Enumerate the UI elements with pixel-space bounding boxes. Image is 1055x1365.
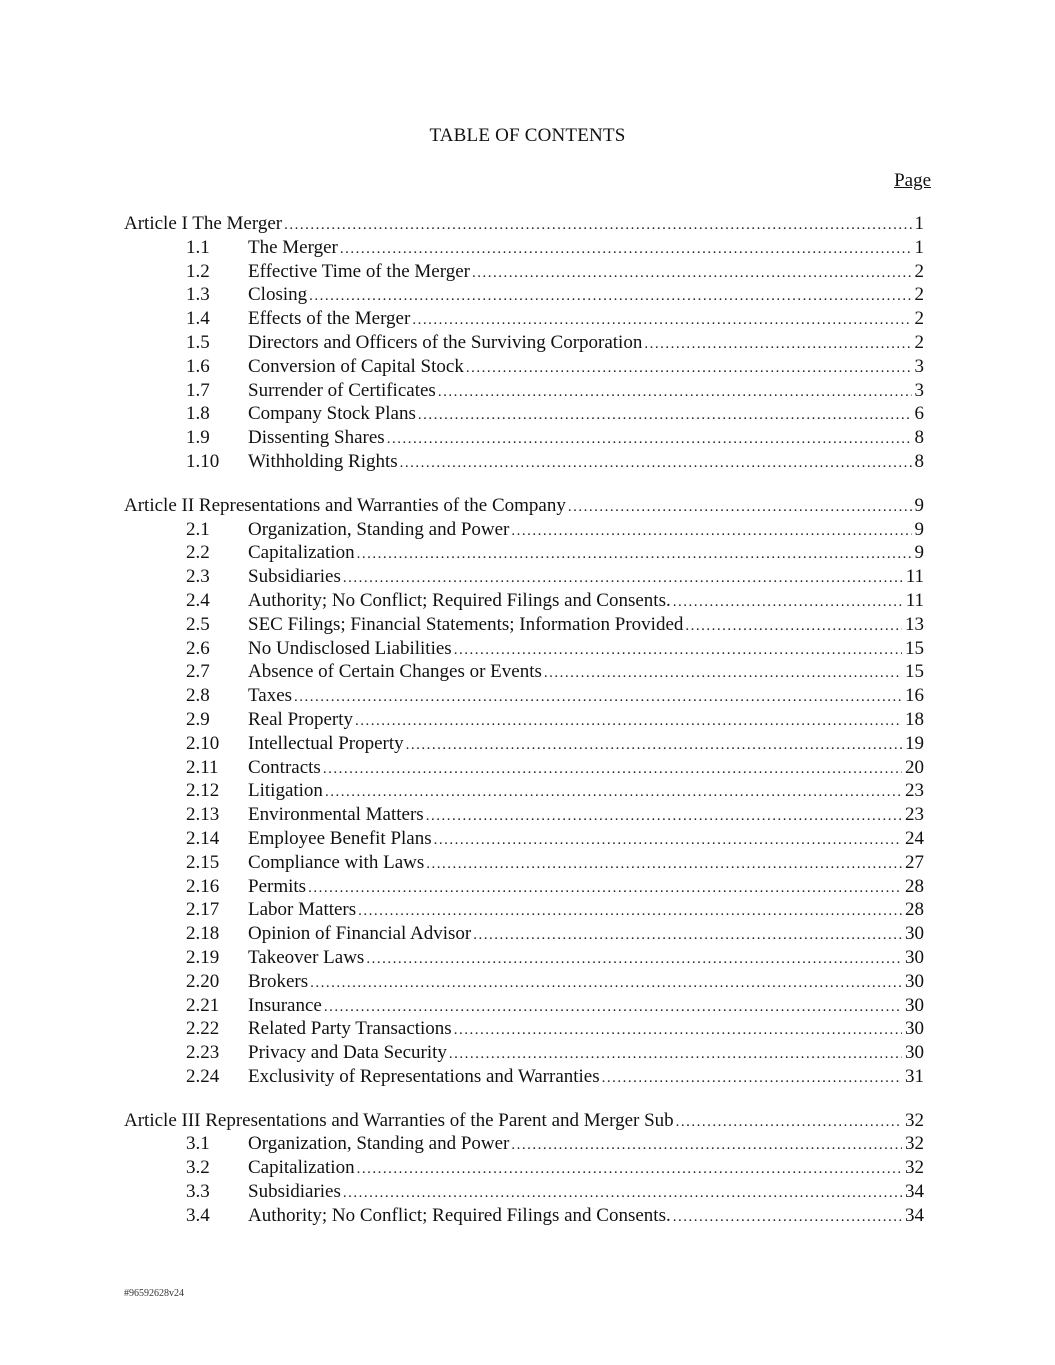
section-number: 1.4 [186, 308, 210, 330]
dot-leader [438, 381, 912, 405]
section-title: Employee Benefit Plans [248, 827, 432, 849]
document-id-footer: #96592628v24 [124, 1288, 184, 1299]
dot-leader [454, 1019, 902, 1043]
section-title: Real Property [248, 708, 354, 730]
section-title: Litigation [248, 780, 323, 802]
dot-leader [310, 972, 902, 996]
dot-leader [308, 877, 902, 901]
dot-leader [309, 285, 911, 309]
section-number: 1.7 [186, 379, 210, 401]
page-number: 19 [905, 732, 924, 754]
toc-section-entry[interactable] [124, 1065, 924, 1089]
page-number: 30 [905, 994, 924, 1016]
dot-leader [324, 996, 902, 1020]
toc-section-entry[interactable] [124, 613, 924, 637]
section-title: Brokers [248, 970, 309, 992]
section-title: Company Stock Plans [248, 403, 416, 425]
section-title: Compliance with Laws [248, 851, 425, 873]
page-number: 28 [905, 899, 924, 921]
section-title: Insurance [248, 994, 322, 1016]
toc-section-entry[interactable] [124, 732, 924, 756]
toc-section-entry[interactable] [124, 541, 924, 565]
section-number: 1.1 [186, 236, 210, 258]
page-number: 23 [905, 804, 924, 826]
dot-leader [544, 662, 902, 686]
toc-section-entry[interactable] [124, 355, 924, 379]
section-title: Subsidiaries [248, 1181, 341, 1203]
section-number: 2.24 [186, 1065, 220, 1087]
dot-leader [343, 567, 903, 591]
page-number: 32 [905, 1157, 924, 1179]
toc-section-entry[interactable] [124, 779, 924, 803]
page-number: 2 [914, 308, 924, 330]
toc-section-entry[interactable] [124, 450, 924, 474]
dot-leader [673, 591, 903, 615]
section-number: 2.6 [186, 637, 210, 659]
section-number: 2.16 [186, 875, 220, 897]
section-title: Takeover Laws [248, 946, 365, 968]
page-number: 34 [905, 1204, 924, 1226]
section-title: Directors and Officers of the Surviving Corporation [248, 331, 643, 353]
toc-section-entry[interactable] [124, 708, 924, 732]
section-number: 2.15 [186, 851, 220, 873]
page-number: 9 [914, 542, 924, 564]
dot-leader [466, 357, 912, 381]
dot-leader [387, 428, 912, 452]
page-number: 15 [905, 661, 924, 683]
page-number: 24 [905, 827, 924, 849]
toc-section-entry[interactable] [124, 307, 924, 331]
section-number: 2.2 [186, 542, 210, 564]
dot-leader [434, 829, 902, 853]
toc-section-entry[interactable] [124, 260, 924, 284]
section-title: Authority; No Conflict; Required Filings and Consents. [248, 589, 671, 611]
section-number: 2.12 [186, 780, 220, 802]
toc-article-block [124, 494, 924, 1089]
section-number: 1.5 [186, 331, 210, 353]
page-number: 30 [905, 946, 924, 968]
section-number: 3.4 [186, 1204, 210, 1226]
section-title: Privacy and Data Security [248, 1042, 447, 1064]
section-number: 2.1 [186, 518, 210, 540]
toc-section-entry[interactable] [124, 402, 924, 426]
toc-article-block [124, 212, 924, 474]
page-number: 28 [905, 875, 924, 897]
section-title: Related Party Transactions [248, 1018, 452, 1040]
section-number: 2.3 [186, 566, 210, 588]
section-number: 2.9 [186, 708, 210, 730]
section-title: Surrender of Certificates [248, 379, 436, 401]
section-number: 2.13 [186, 804, 220, 826]
section-title: Taxes [248, 685, 293, 707]
section-number: 2.7 [186, 661, 210, 683]
dot-leader [284, 214, 911, 238]
toc-section-entry[interactable] [124, 426, 924, 450]
toc-section-entry[interactable] [124, 518, 924, 542]
dot-leader [426, 853, 902, 877]
page-column-header: Page [894, 170, 931, 191]
dot-leader [644, 333, 911, 357]
section-number: 2.22 [186, 1018, 220, 1040]
toc-section-entry[interactable] [124, 1180, 924, 1204]
toc-section-entry[interactable] [124, 970, 924, 994]
section-number: 1.6 [186, 355, 210, 377]
section-title: Effects of the Merger [248, 308, 411, 330]
section-number: 1.3 [186, 284, 210, 306]
section-number: 2.23 [186, 1042, 220, 1064]
toc-section-entry[interactable] [124, 1017, 924, 1041]
page-number: 2 [914, 284, 924, 306]
toc-section-entry[interactable] [124, 756, 924, 780]
toc-article-entry[interactable] [124, 494, 924, 518]
dot-leader [406, 734, 902, 758]
section-title: Organization, Standing and Power [248, 1133, 510, 1155]
toc-section-entry[interactable] [124, 589, 924, 613]
page-number: 32 [905, 1133, 924, 1155]
page-number: 16 [905, 685, 924, 707]
page-number: 1 [914, 236, 924, 258]
page-number: 32 [905, 1109, 924, 1131]
section-title: Exclusivity of Representations and Warranties [248, 1065, 600, 1087]
section-title: Organization, Standing and Power [248, 518, 510, 540]
toc-section-entry[interactable] [124, 851, 924, 875]
section-number: 2.14 [186, 827, 220, 849]
dot-leader [449, 1043, 902, 1067]
section-title: SEC Filings; Financial Statements; Information Provided [248, 613, 684, 635]
section-number: 1.2 [186, 260, 210, 282]
section-number: 2.10 [186, 732, 220, 754]
page-number: 11 [905, 589, 924, 611]
section-title: Environmental Matters [248, 804, 424, 826]
section-number: 2.21 [186, 994, 220, 1016]
section-number: 1.8 [186, 403, 210, 425]
page-number: 11 [905, 566, 924, 588]
section-title: Permits [248, 875, 307, 897]
dot-leader [454, 639, 902, 663]
toc-section-entry[interactable] [124, 684, 924, 708]
section-title: Subsidiaries [248, 566, 341, 588]
section-title: Conversion of Capital Stock [248, 355, 464, 377]
page-number: 6 [914, 403, 924, 425]
toc-section-entry[interactable] [124, 922, 924, 946]
toc-section-entry[interactable] [124, 1156, 924, 1180]
section-number: 2.8 [186, 685, 210, 707]
page-number: 3 [914, 355, 924, 377]
toc-article-entry[interactable] [124, 212, 924, 236]
section-title: Intellectual Property [248, 732, 404, 754]
article-heading: Article III Representations and Warranties of the Parent and Merger Sub [124, 1109, 674, 1131]
article-heading: Article I The Merger [124, 213, 283, 234]
toc-section-entry[interactable] [124, 994, 924, 1018]
toc-section-entry[interactable] [124, 660, 924, 684]
page-number: 30 [905, 1042, 924, 1064]
table-of-contents [124, 212, 924, 1248]
section-title: The Merger [248, 236, 338, 258]
dot-leader [294, 686, 902, 710]
section-title: Capitalization [248, 1157, 355, 1179]
dot-leader [685, 615, 902, 639]
dot-leader [366, 948, 902, 972]
dot-leader [357, 1158, 902, 1182]
toc-section-entry[interactable] [124, 637, 924, 661]
dot-leader [676, 1111, 902, 1135]
page-number: 27 [905, 851, 924, 873]
dot-leader [323, 758, 902, 782]
section-title: Opinion of Financial Advisor [248, 923, 472, 945]
page-number: 30 [905, 1018, 924, 1040]
section-number: 1.10 [186, 450, 220, 472]
page-number: 20 [905, 756, 924, 778]
section-title: No Undisclosed Liabilities [248, 637, 452, 659]
page-number: 2 [914, 331, 924, 353]
page-number: 18 [905, 708, 924, 730]
dot-leader [418, 404, 912, 428]
toc-article-block [124, 1109, 924, 1228]
toc-section-entry[interactable] [124, 946, 924, 970]
section-title: Effective Time of the Merger [248, 260, 470, 282]
dot-leader [473, 924, 902, 948]
section-title: Withholding Rights [248, 450, 398, 472]
toc-title: TABLE OF CONTENTS [429, 125, 626, 146]
page-number: 9 [914, 518, 924, 540]
dot-leader [602, 1067, 902, 1091]
page-number: 15 [905, 637, 924, 659]
toc-article-entry[interactable] [124, 1109, 924, 1133]
section-number: 3.2 [186, 1157, 210, 1179]
page-number: 23 [905, 780, 924, 802]
toc-section-entry[interactable] [124, 827, 924, 851]
dot-leader [568, 496, 912, 520]
page-number: 9 [914, 494, 924, 516]
page-number: 31 [905, 1065, 924, 1087]
toc-section-entry[interactable] [124, 1132, 924, 1156]
dot-leader [325, 781, 902, 805]
page-number: 34 [905, 1181, 924, 1203]
toc-section-entry[interactable] [124, 283, 924, 307]
section-number: 2.5 [186, 613, 210, 635]
toc-section-entry[interactable] [124, 803, 924, 827]
section-title: Dissenting Shares [248, 427, 385, 449]
toc-section-entry[interactable] [124, 331, 924, 355]
dot-leader [426, 805, 902, 829]
page-number: 30 [905, 970, 924, 992]
dot-leader [511, 1134, 902, 1158]
section-title: Closing [248, 284, 308, 306]
page-number: 8 [914, 450, 924, 472]
section-title: Contracts [248, 756, 321, 778]
toc-section-entry[interactable] [124, 1041, 924, 1065]
toc-section-entry[interactable] [124, 898, 924, 922]
section-number: 3.1 [186, 1133, 210, 1155]
dot-leader [357, 543, 912, 567]
section-number: 2.18 [186, 923, 220, 945]
dot-leader [343, 1182, 902, 1206]
section-number: 2.17 [186, 899, 220, 921]
page-number: 30 [905, 923, 924, 945]
page-number: 8 [914, 427, 924, 449]
toc-section-entry[interactable] [124, 236, 924, 260]
section-number: 2.11 [186, 756, 219, 778]
section-number: 2.19 [186, 946, 220, 968]
dot-leader [358, 900, 902, 924]
section-number: 2.4 [186, 589, 210, 611]
section-title: Capitalization [248, 542, 355, 564]
toc-section-entry[interactable] [124, 875, 924, 899]
toc-section-entry[interactable] [124, 1204, 924, 1228]
article-heading: Article II Representations and Warranties of the Company [124, 494, 566, 516]
page-number: 2 [914, 260, 924, 282]
section-title: Authority; No Conflict; Required Filings and Consents. [248, 1204, 671, 1226]
dot-leader [400, 452, 912, 476]
page-number: 1 [914, 213, 924, 234]
section-title: Labor Matters [248, 899, 357, 921]
dot-leader [412, 309, 911, 333]
toc-section-entry[interactable] [124, 379, 924, 403]
dot-leader [472, 262, 912, 286]
section-title: Absence of Certain Changes or Events [248, 661, 542, 683]
section-number: 3.3 [186, 1181, 210, 1203]
dot-leader [355, 710, 902, 734]
toc-section-entry[interactable] [124, 565, 924, 589]
section-number: 2.20 [186, 970, 220, 992]
dot-leader [511, 520, 911, 544]
page-number: 3 [914, 379, 924, 401]
dot-leader [673, 1206, 902, 1230]
page-number: 13 [905, 613, 924, 635]
dot-leader [340, 238, 912, 262]
section-number: 1.9 [186, 427, 210, 449]
